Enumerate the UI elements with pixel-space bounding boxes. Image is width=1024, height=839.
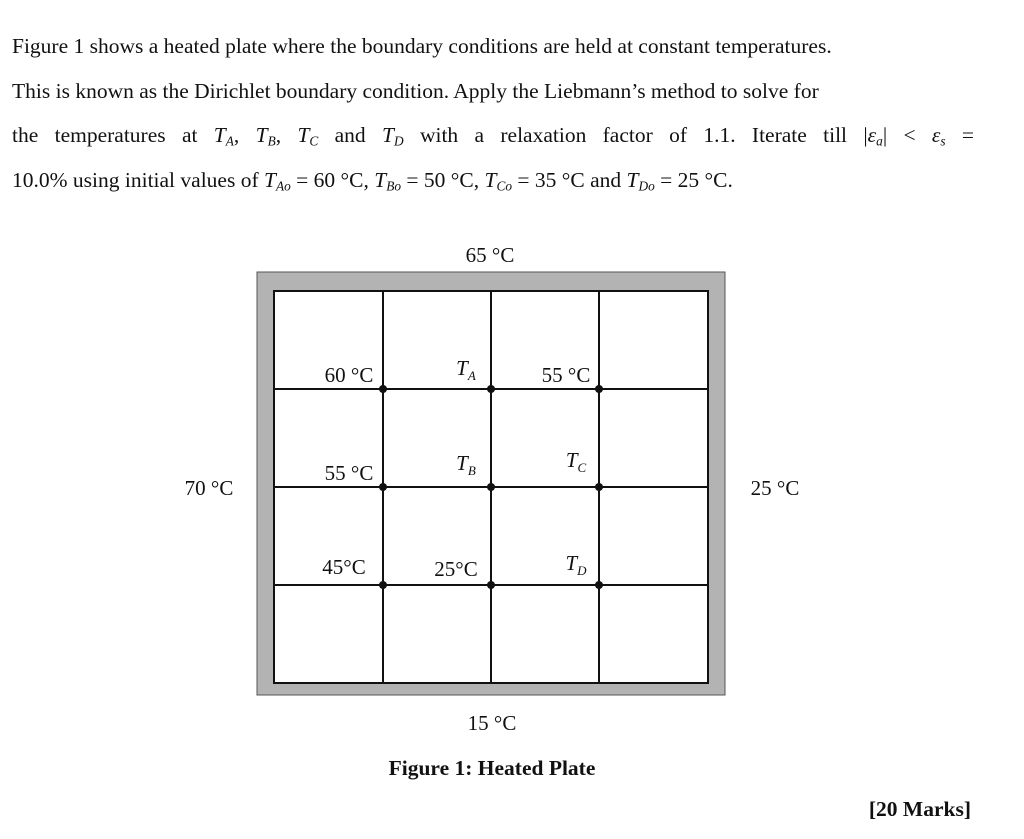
boundary-left-label: 70 °C	[184, 476, 234, 500]
node	[487, 581, 495, 589]
problem-line-1: Figure 1 shows a heated plate where the boundary conditions are held at constant temperatures.	[12, 34, 832, 58]
boundary-bottom-label: 15 °C	[467, 711, 517, 735]
node-label-25c: 25°C	[434, 557, 478, 581]
figure-caption: Figure 1: Heated Plate	[388, 756, 596, 780]
node-label-td: $T_D$	[565, 551, 587, 578]
boundary-right-label: 25 °C	[750, 476, 800, 500]
marks-label: [20 Marks]	[868, 797, 971, 821]
node	[379, 483, 387, 491]
problem-line-3: the temperatures at $T_A$, $T_B$, $T_C$ and $T_D$ with a relaxation factor of 1.1. Iterate till $|\varepsilon_a| < \varepsilon_s$ =	[12, 123, 974, 149]
boundary-top-label: 65 °C	[465, 243, 515, 267]
problem-line-2: This is known as the Dirichlet boundary condition. Apply the Liebmann’s method to solve for	[12, 78, 819, 103]
node	[379, 581, 387, 589]
node-label-tc: $T_C$	[565, 448, 587, 475]
node-label-45c: 45°C	[322, 555, 366, 579]
node-label-60c: 60 °C	[324, 363, 374, 387]
node	[487, 385, 495, 393]
node	[595, 581, 603, 589]
node	[595, 483, 603, 491]
node-label-55c-top: 55 °C	[541, 363, 591, 387]
node	[487, 483, 495, 491]
problem-line-4: 10.0% using initial values of $T_{Ao} = 60$ °C, $T_{Bo} = 50$ °C, $T_{Co} = 35$ °C and $T_{Do} = 25$ °C.	[12, 167, 733, 194]
node-label-tb: $T_B$	[456, 451, 476, 478]
node	[595, 385, 603, 393]
node-label-55c-mid: 55 °C	[324, 461, 374, 485]
node-label-ta: $T_A$	[456, 356, 476, 383]
node	[379, 385, 387, 393]
